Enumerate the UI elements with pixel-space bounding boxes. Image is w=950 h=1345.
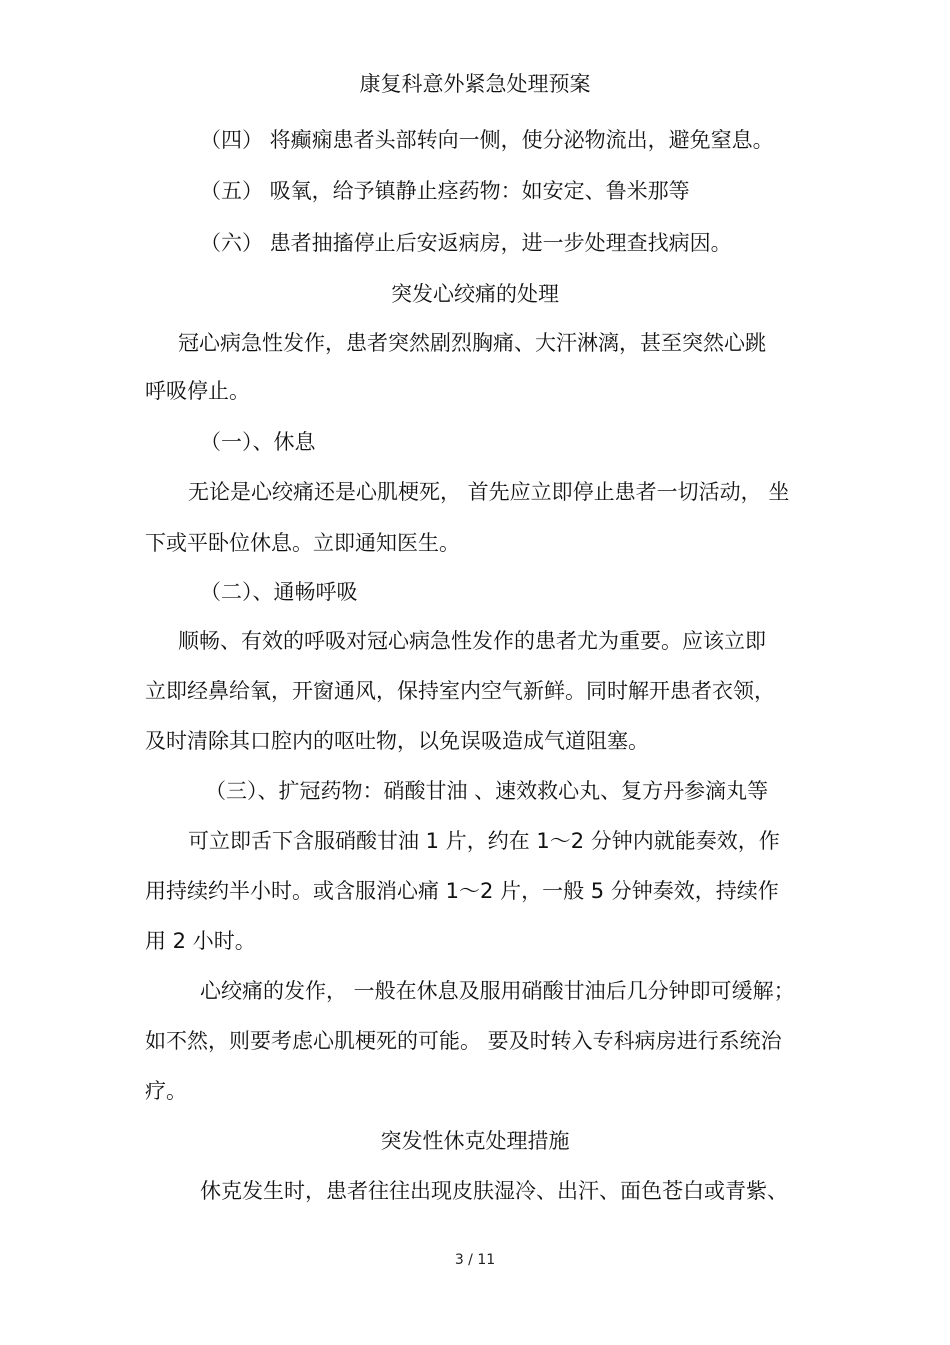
paragraph-line: 用持续约半小时。或含服消心痛 1～2 片，一般 5 分钟奏效，持续作 — [145, 879, 779, 903]
paragraph-line: 休克发生时，患者往往出现皮肤湿冷、出汗、面色苍白或青紫、 — [200, 1179, 788, 1203]
paragraph-line: 呼吸停止。 — [145, 379, 250, 403]
subheading-rest: （一）、休息 — [200, 430, 316, 454]
paragraph-line: 下或平卧位休息。立即通知医生。 — [145, 531, 460, 555]
paragraph-line: 心绞痛的发作， 一般在休息及服用硝酸甘油后几分钟即可缓解； — [200, 979, 795, 1003]
section-heading-angina: 突发心绞痛的处理 — [391, 282, 559, 306]
paragraph-line: 无论是心绞痛还是心肌梗死， 首先应立即停止患者一切活动， 坐 — [188, 480, 790, 504]
paragraph-line: 用 2 小时。 — [145, 929, 256, 953]
document-title: 康复科意外紧急处理预案 — [359, 72, 591, 96]
subheading-breathing: （二）、通畅呼吸 — [200, 580, 358, 604]
seizure-step-5: （五） 吸氧，给予镇静止痉药物：如安定、鲁米那等 — [200, 179, 690, 203]
paragraph-line: 立即经鼻给氧，开窗通风，保持室内空气新鲜。同时解开患者衣领， — [145, 679, 775, 703]
subheading-vasodilators: （三）、扩冠药物：硝酸甘油 、速效救心丸、复方丹参滴丸等 — [205, 779, 769, 803]
paragraph-line: 及时清除其口腔内的呕吐物，以免误吸造成气道阻塞。 — [145, 729, 649, 753]
seizure-step-6: （六） 患者抽搐停止后安返病房，进一步处理查找病因。 — [200, 231, 732, 255]
paragraph-line: 如不然，则要考虑心肌梗死的可能。 要及时转入专科病房进行系统治 — [145, 1029, 782, 1053]
paragraph-line: 冠心病急性发作，患者突然剧烈胸痛、大汗淋漓，甚至突然心跳 — [178, 331, 766, 355]
paragraph-line: 疗。 — [145, 1079, 187, 1103]
paragraph-line: 可立即舌下含服硝酸甘油 1 片，约在 1～2 分钟内就能奏效，作 — [188, 829, 780, 853]
section-heading-shock: 突发性休克处理措施 — [380, 1129, 570, 1153]
page-number: 3 / 11 — [454, 1252, 496, 1268]
seizure-step-4: （四） 将癫痫患者头部转向一侧，使分泌物流出，避免窒息。 — [200, 128, 774, 152]
paragraph-line: 顺畅、有效的呼吸对冠心病急性发作的患者尤为重要。应该立即 — [178, 629, 766, 653]
